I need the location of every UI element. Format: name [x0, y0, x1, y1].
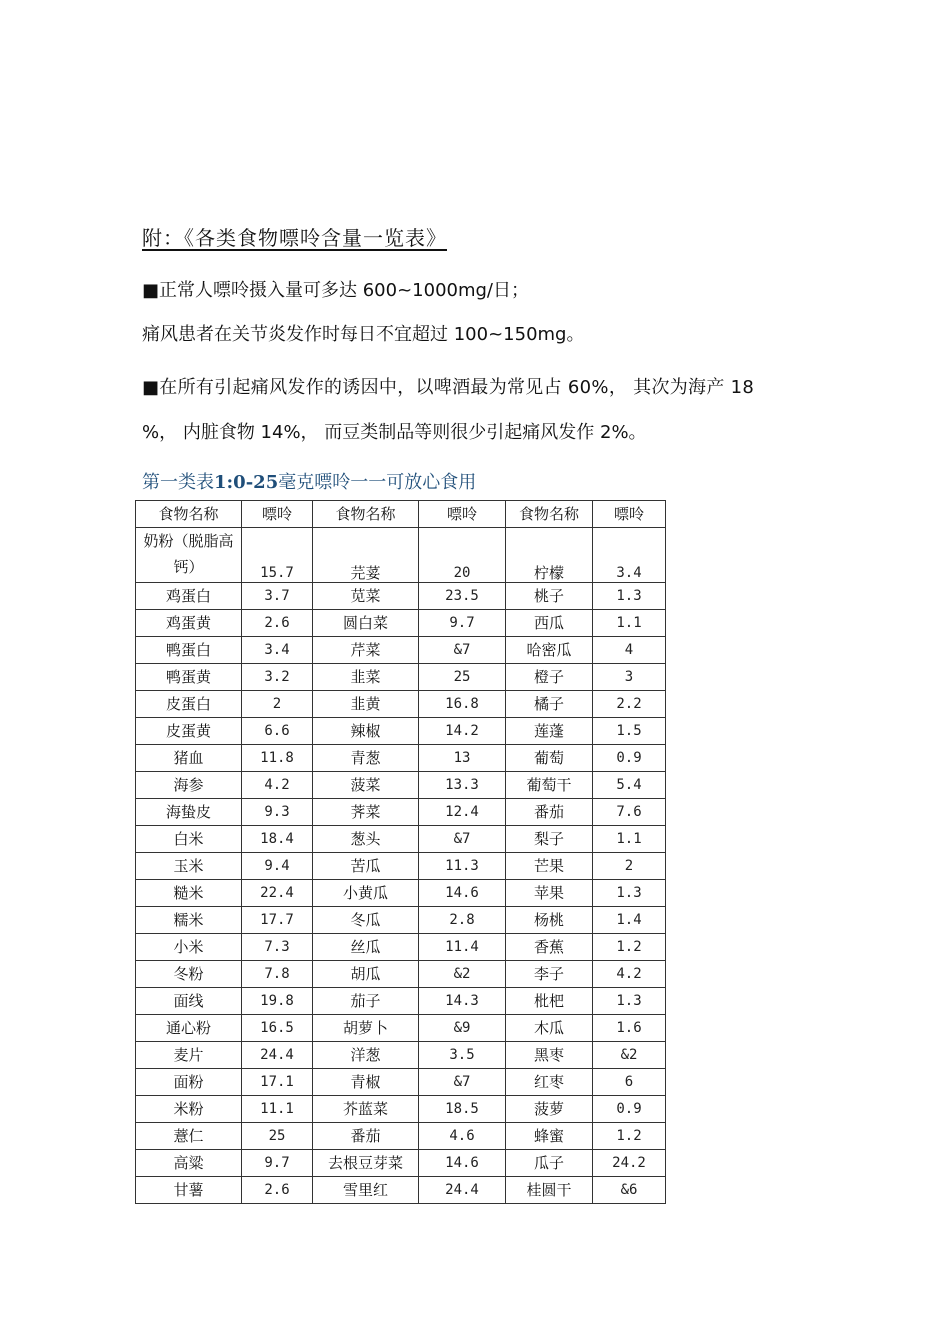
purine-value-cell: 6.6: [242, 718, 313, 745]
purine-value-cell: 17.1: [242, 1069, 313, 1096]
food-name-cell: 番茄: [506, 799, 593, 826]
purine-value-cell: 16.5: [242, 1015, 313, 1042]
food-name-cell: 苋菜: [313, 583, 419, 610]
page-heading: 附：《各类食物嘌呤含量一览表》: [142, 226, 447, 250]
food-name-cell: 鸭蛋白: [136, 637, 242, 664]
table-row: [136, 583, 666, 610]
purine-value-cell: &7: [419, 1069, 506, 1096]
purine-value-cell: &7: [419, 637, 506, 664]
purine-value-cell: 18.4: [242, 826, 313, 853]
food-name-cell: 胡萝卜: [313, 1015, 419, 1042]
food-name-cell: 芒果: [506, 853, 593, 880]
caption-prefix: 第一类表: [142, 472, 214, 493]
causes-paragraph-line1: ■在所有引起痛风发作的诱因中，以啤酒最为常见占 60%， 其次为海产 18: [142, 377, 755, 398]
food-name-cell: 麦片: [136, 1042, 242, 1069]
food-name-cell: 莲蓬: [506, 718, 593, 745]
purine-value-cell: 5.4: [593, 772, 666, 799]
purine-value-cell: 1.4: [593, 907, 666, 934]
purine-value-cell: 6: [593, 1069, 666, 1096]
purine-value-cell: 18.5: [419, 1096, 506, 1123]
purine-value-cell: 3.2: [242, 664, 313, 691]
purine-value-cell: 0.9: [593, 1096, 666, 1123]
table-row: [136, 1042, 666, 1069]
food-name-cell: 苹果: [506, 880, 593, 907]
food-name-cell: 葡萄干: [506, 772, 593, 799]
causes-paragraph-line2: %， 内脏食物 14%， 而豆类制品等则很少引起痛风发作 2%。: [142, 422, 647, 443]
purine-value-cell: 14.6: [419, 1150, 506, 1177]
table-header-row: [136, 501, 666, 528]
purine-value-cell: 3.5: [419, 1042, 506, 1069]
food-name-cell: 李子: [506, 961, 593, 988]
purine-value-cell: 9.7: [419, 610, 506, 637]
purine-value-cell: 14.3: [419, 988, 506, 1015]
table-row: [136, 664, 666, 691]
intake-paragraph: ■正常人嘌呤摄入量可多达 600~1000mg/日；: [142, 280, 529, 301]
col-header-food-3: 食物名称: [506, 501, 593, 528]
purine-value-cell: 3: [593, 664, 666, 691]
table-row: [136, 637, 666, 664]
food-name-cell: 奶粉（脱脂高钙）: [136, 528, 242, 583]
food-name-cell: 雪里红: [313, 1177, 419, 1204]
food-name-cell: 枇杷: [506, 988, 593, 1015]
food-name-cell: 芥蓝菜: [313, 1096, 419, 1123]
gout-limit-paragraph: 痛风患者在关节炎发作时每日不宜超过 100~150mg。: [142, 324, 585, 345]
food-name-cell: 桂圆干: [506, 1177, 593, 1204]
purine-value-cell: 2.6: [242, 610, 313, 637]
table-row: [136, 799, 666, 826]
purine-value-cell: &2: [593, 1042, 666, 1069]
purine-value-cell: 1.1: [593, 826, 666, 853]
table-row: [136, 880, 666, 907]
food-name-cell: 圆白菜: [313, 610, 419, 637]
table-row: [136, 745, 666, 772]
col-header-purine-2: 嘌呤: [419, 501, 506, 528]
purine-value-cell: 24.4: [242, 1042, 313, 1069]
food-name-cell: 葱头: [313, 826, 419, 853]
purine-value-cell: 2.8: [419, 907, 506, 934]
food-name-cell: 皮蛋黄: [136, 718, 242, 745]
purine-value-cell: 24.2: [593, 1150, 666, 1177]
food-name-cell: 蜂蜜: [506, 1123, 593, 1150]
purine-value-cell: &9: [419, 1015, 506, 1042]
food-name-cell: 胡瓜: [313, 961, 419, 988]
table-row: [136, 853, 666, 880]
purine-value-cell: 12.4: [419, 799, 506, 826]
food-name-cell: 冬粉: [136, 961, 242, 988]
purine-table: [135, 500, 666, 1204]
purine-value-cell: 25: [242, 1123, 313, 1150]
table-caption: [142, 468, 476, 494]
food-name-cell: 韭菜: [313, 664, 419, 691]
food-name-cell: 韭黄: [313, 691, 419, 718]
purine-value-cell: 3.4: [593, 528, 666, 583]
col-header-food-2: 食物名称: [313, 501, 419, 528]
food-name-cell: 梨子: [506, 826, 593, 853]
food-name-cell: 青葱: [313, 745, 419, 772]
food-name-cell: 海参: [136, 772, 242, 799]
food-name-cell: 红枣: [506, 1069, 593, 1096]
table-row: [136, 1015, 666, 1042]
food-name-cell: 葡萄: [506, 745, 593, 772]
food-name-cell: 芹菜: [313, 637, 419, 664]
purine-value-cell: 9.7: [242, 1150, 313, 1177]
purine-value-cell: 25: [419, 664, 506, 691]
purine-value-cell: 9.3: [242, 799, 313, 826]
food-name-cell: 桃子: [506, 583, 593, 610]
food-name-cell: 糯米: [136, 907, 242, 934]
food-name-cell: 茄子: [313, 988, 419, 1015]
food-name-cell: 菠菜: [313, 772, 419, 799]
food-name-cell: 猪血: [136, 745, 242, 772]
table-row: [136, 961, 666, 988]
food-name-cell: 橘子: [506, 691, 593, 718]
purine-value-cell: 7.6: [593, 799, 666, 826]
purine-value-cell: 4.6: [419, 1123, 506, 1150]
food-name-cell: 芫荽: [313, 528, 419, 583]
purine-value-cell: 15.7: [242, 528, 313, 583]
table-row: [136, 528, 666, 583]
purine-value-cell: 11.4: [419, 934, 506, 961]
table-row: [136, 907, 666, 934]
food-name-cell: 鸭蛋黄: [136, 664, 242, 691]
food-name-cell: 甘薯: [136, 1177, 242, 1204]
food-name-cell: 面粉: [136, 1069, 242, 1096]
food-name-cell: 杨桃: [506, 907, 593, 934]
food-name-cell: 糙米: [136, 880, 242, 907]
purine-value-cell: 4.2: [242, 772, 313, 799]
food-name-cell: 哈密瓜: [506, 637, 593, 664]
food-name-cell: 鸡蛋黄: [136, 610, 242, 637]
col-header-purine-1: 嘌呤: [242, 501, 313, 528]
food-name-cell: 鸡蛋白: [136, 583, 242, 610]
table-row: [136, 772, 666, 799]
purine-value-cell: 1.3: [593, 988, 666, 1015]
food-name-cell: 瓜子: [506, 1150, 593, 1177]
table-row: [136, 718, 666, 745]
food-name-cell: 木瓜: [506, 1015, 593, 1042]
food-name-cell: 番茄: [313, 1123, 419, 1150]
food-name-cell: 玉米: [136, 853, 242, 880]
table-row: [136, 1069, 666, 1096]
purine-value-cell: 20: [419, 528, 506, 583]
purine-value-cell: 7.3: [242, 934, 313, 961]
food-name-cell: 小黄瓜: [313, 880, 419, 907]
food-name-cell: 去根豆芽菜: [313, 1150, 419, 1177]
table-row: [136, 1177, 666, 1204]
food-name-cell: 柠檬: [506, 528, 593, 583]
col-header-purine-3: 嘌呤: [593, 501, 666, 528]
food-name-cell: 橙子: [506, 664, 593, 691]
table-row: [136, 1096, 666, 1123]
purine-value-cell: &2: [419, 961, 506, 988]
food-name-cell: 小米: [136, 934, 242, 961]
purine-value-cell: 3.7: [242, 583, 313, 610]
purine-value-cell: 1.1: [593, 610, 666, 637]
food-name-cell: 青椒: [313, 1069, 419, 1096]
food-name-cell: 黑枣: [506, 1042, 593, 1069]
purine-value-cell: &6: [593, 1177, 666, 1204]
purine-value-cell: 7.8: [242, 961, 313, 988]
purine-value-cell: 13.3: [419, 772, 506, 799]
purine-value-cell: 13: [419, 745, 506, 772]
caption-range: 1:0-25: [214, 472, 279, 493]
purine-value-cell: 24.4: [419, 1177, 506, 1204]
food-name-cell: 高粱: [136, 1150, 242, 1177]
food-name-cell: 冬瓜: [313, 907, 419, 934]
food-name-cell: 辣椒: [313, 718, 419, 745]
table-row: [136, 934, 666, 961]
purine-value-cell: 11.1: [242, 1096, 313, 1123]
purine-value-cell: 2.2: [593, 691, 666, 718]
purine-value-cell: 1.3: [593, 880, 666, 907]
col-header-food-1: 食物名称: [136, 501, 242, 528]
purine-value-cell: 14.6: [419, 880, 506, 907]
table-row: [136, 1123, 666, 1150]
food-name-cell: 白米: [136, 826, 242, 853]
purine-value-cell: 22.4: [242, 880, 313, 907]
purine-value-cell: 1.6: [593, 1015, 666, 1042]
purine-value-cell: 1.2: [593, 934, 666, 961]
table-row: [136, 826, 666, 853]
purine-value-cell: 1.3: [593, 583, 666, 610]
food-name-cell: 米粉: [136, 1096, 242, 1123]
purine-value-cell: 11.3: [419, 853, 506, 880]
purine-value-cell: 11.8: [242, 745, 313, 772]
food-name-cell: 海蛰皮: [136, 799, 242, 826]
purine-value-cell: 4: [593, 637, 666, 664]
purine-value-cell: 2: [593, 853, 666, 880]
food-name-cell: 皮蛋白: [136, 691, 242, 718]
table-row: [136, 988, 666, 1015]
food-name-cell: 洋葱: [313, 1042, 419, 1069]
food-name-cell: 菠萝: [506, 1096, 593, 1123]
purine-value-cell: 9.4: [242, 853, 313, 880]
purine-value-cell: 14.2: [419, 718, 506, 745]
purine-value-cell: 23.5: [419, 583, 506, 610]
purine-value-cell: 3.4: [242, 637, 313, 664]
food-name-cell: 香蕉: [506, 934, 593, 961]
purine-value-cell: 2.6: [242, 1177, 313, 1204]
table-row: [136, 691, 666, 718]
food-name-cell: 丝瓜: [313, 934, 419, 961]
table-row: [136, 1150, 666, 1177]
food-name-cell: 薏仁: [136, 1123, 242, 1150]
food-name-cell: 荠菜: [313, 799, 419, 826]
caption-suffix: 毫克嘌呤一一可放心食用: [278, 472, 477, 493]
purine-value-cell: 16.8: [419, 691, 506, 718]
purine-value-cell: 1.5: [593, 718, 666, 745]
food-name-cell: 通心粉: [136, 1015, 242, 1042]
food-name-cell: 苦瓜: [313, 853, 419, 880]
table-row: [136, 610, 666, 637]
purine-value-cell: 0.9: [593, 745, 666, 772]
table-body: [136, 528, 666, 1204]
food-name-cell: 西瓜: [506, 610, 593, 637]
purine-value-cell: 4.2: [593, 961, 666, 988]
food-name-cell: 面线: [136, 988, 242, 1015]
purine-value-cell: 19.8: [242, 988, 313, 1015]
purine-value-cell: &7: [419, 826, 506, 853]
purine-value-cell: 2: [242, 691, 313, 718]
purine-value-cell: 17.7: [242, 907, 313, 934]
purine-value-cell: 1.2: [593, 1123, 666, 1150]
